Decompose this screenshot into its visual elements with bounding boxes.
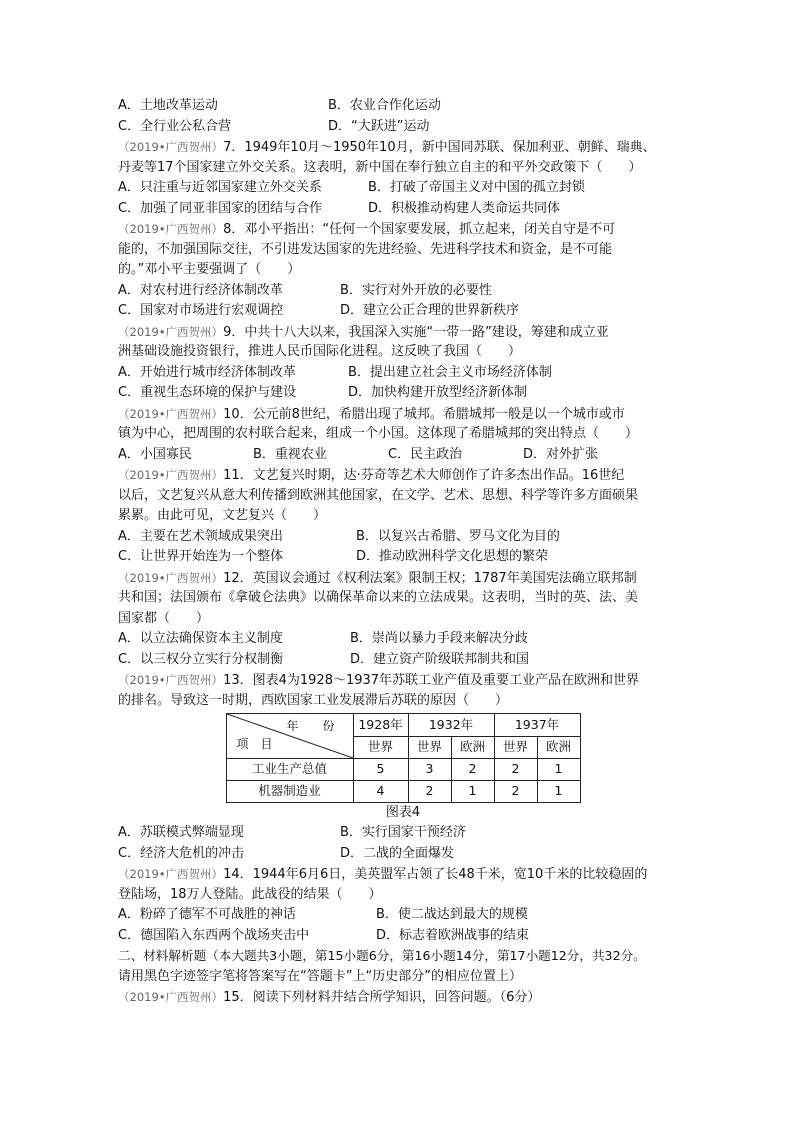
q12-text1: 12．英国议会通过《权利法案》限制王权；1787年美国宪法确立联邦制: [223, 570, 637, 586]
q14-option-b: B．使二战达到最大的规模: [376, 907, 528, 922]
q8-stem-line1: [118, 219, 688, 240]
q7-options-row2: [118, 199, 688, 220]
q14-source: （2019•广西贺州）: [118, 867, 224, 881]
q9-option-d: D．加快构建开放型经济新体制: [348, 385, 528, 400]
q10-stem-line2: 镇为中心，把周围的农村联合起来，组成一个小国。这体现了希腊城邦的突出特点（ ）: [118, 426, 639, 441]
year-header-1937: 1937年: [494, 714, 580, 737]
q10-stem-line1: [118, 404, 688, 425]
section2-heading-line2: 请用黑色字迹签字笔将答案写在“答题卡”上“历史部分”的相应位置上）: [118, 968, 522, 984]
table-header-row-1: [226, 714, 580, 737]
q6-option-c: C．全行业公私合营: [118, 118, 232, 134]
q13-options-row2: [118, 844, 688, 865]
q8-option-a: A．对农村进行经济体制改革: [118, 282, 283, 298]
q14-options-row1: [118, 905, 688, 926]
q8-option-c: C．国家对市场进行宏观调控: [118, 303, 284, 318]
q8-option-b: B．实行对外开放的必要性: [340, 282, 492, 298]
q7-option-c: C．加强了同亚非国家的团结与合作: [118, 200, 323, 216]
q7-option-b: B．打破了帝国主义对中国的孤立封锁: [368, 180, 585, 195]
q7-stem-line2: 丹麦等17个国家建立外交关系。这表明，新中国在奉行独立自主的和平外交政策下（ ）: [118, 159, 642, 175]
q12-stem-line3: 国家都（ ）: [118, 610, 210, 626]
subheader-cell: 欧洲: [451, 736, 494, 759]
q7-text1: 7．1949年10月～1950年10月，新中国同苏联、保加利亚、朝鲜、瑞典、: [223, 140, 656, 155]
q10-options-row: [118, 445, 688, 466]
q11-option-a: A．主要在艺术领域成果突出: [118, 528, 283, 544]
q13-stem-line1: [118, 670, 688, 691]
q12-stem-line2: 共和国；法国颁布《拿破仑法典》以确保革命以来的立法成果。这表明，当时的英、法、美: [118, 590, 639, 605]
q12-options-row2: [118, 650, 688, 671]
q13-option-a: A．苏联模式弊端显现: [118, 825, 244, 840]
q15-text1: 15．阅读下列材料并结合所学知识，回答问题。（6分）: [223, 990, 541, 1005]
corner-year-label: 年 份: [286, 719, 335, 733]
q14-option-d: D．标志着欧洲战事的结束: [376, 927, 530, 943]
subheader-cell: 世界: [408, 736, 451, 759]
q14-option-a: A．粉碎了德军不可战胜的神话: [118, 907, 296, 922]
q9-option-a: A．开始进行城市经济体制改革: [118, 364, 296, 380]
q11-options-row1: [118, 527, 688, 548]
q11-stem-line1: [118, 465, 688, 486]
q7-source: （2019•广西贺州）: [118, 140, 224, 154]
q11-options-row2: [118, 547, 688, 568]
table-cell: 2: [494, 759, 537, 781]
q6-options-row1: [118, 96, 688, 117]
q6-option-a: A．土地改革运动: [118, 98, 218, 113]
q11-option-c: C．让世界开始连为一个整体: [118, 549, 284, 564]
q7-options-row1: [118, 178, 688, 199]
q14-stem-line1: [118, 864, 688, 885]
q9-options-row2: [118, 383, 688, 404]
q13-source: （2019•广西贺州）: [118, 673, 224, 687]
table-cell: 2: [451, 759, 494, 781]
table-cell: 1: [537, 781, 580, 803]
q6-options-row2: [118, 117, 688, 138]
table-cell: 1: [451, 781, 494, 803]
q10-source: （2019•广西贺州）: [118, 406, 224, 421]
q11-stem-line3: 累累。由此可见，文艺复兴（ ）: [118, 508, 327, 523]
table-caption: 图表4: [385, 805, 421, 820]
q9-stem-line2: 洲基础设施投资银行，推进人民币国际化进程。这反映了我国（ ）: [118, 344, 522, 359]
subheader-cell: 世界: [353, 736, 408, 759]
q14-text1: 14．1944年6月6日，美英盟军占领了长48千米，宽10千米的比较稳固的: [223, 867, 648, 882]
table-cell: 3: [408, 759, 451, 781]
table-cell: 2: [408, 781, 451, 803]
exam-page: [118, 96, 688, 1008]
subheader-cell: 世界: [494, 736, 537, 759]
q13-options-row1: [118, 823, 688, 844]
q10-option-d: D．对外扩张: [523, 446, 599, 462]
q9-text1: 9．中共十八大以来，我国深入实施“一带一路”建设，筹建和成立亚: [223, 324, 609, 340]
subheader-cell: 欧洲: [537, 736, 580, 759]
q10-option-c: C．民主政治: [388, 446, 463, 462]
table-cell: 5: [353, 759, 408, 781]
q15-source: （2019•广西贺州）: [118, 990, 224, 1004]
year-header-1932: 1932年: [408, 714, 494, 737]
q13-table-wrapper: [118, 711, 688, 803]
q14-option-c: C．德国陷入东西两个战场夹击中: [118, 927, 310, 943]
q12-option-b: B．崇尚以暴力手段来解决分歧: [350, 631, 528, 646]
q7-option-d: D．积极推动构建人类命运共同体: [368, 200, 561, 216]
table-cell: 4: [353, 781, 408, 803]
table-row: [226, 781, 580, 803]
q10-option-a: A．小国寡民: [118, 446, 192, 462]
q14-options-row2: [118, 926, 688, 947]
row-label: 机器制造业: [226, 781, 353, 803]
q9-source: （2019•广西贺州）: [118, 324, 224, 339]
q8-text1: 8．邓小平指出：“任何一个国家要发展，抓立起来，闭关自守是不可: [223, 222, 616, 237]
q9-option-c: C．重视生态环境的保护与建设: [118, 385, 297, 400]
corner-item-label: 项 目: [236, 736, 273, 751]
year-header-1928: 1928年: [353, 714, 408, 737]
q11-stem-line2: 以后，文艺复兴从意大利传播到欧洲其他国家，在文学、艺术、思想、科学等许多方面硕果: [118, 487, 639, 503]
q13-text1: 13．图表4为1928～1937年苏联工业产值及重要工业产品在欧洲和世界: [223, 673, 640, 688]
q12-source: （2019•广西贺州）: [118, 570, 224, 585]
q11-option-d: D．推动欧洲科学文化思想的繁荣: [356, 549, 549, 564]
table-row: [226, 759, 580, 781]
q8-option-d: D．建立公正合理的世界新秩序: [340, 303, 520, 318]
q12-option-a: A．以立法确保资本主义制度: [118, 631, 283, 646]
q13-stem-line2: 的排名。导致这一时期，西欧国家工业发展滞后苏联的原因（ ）: [118, 692, 509, 708]
table-corner-cell: [226, 714, 353, 759]
q8-options-row1: [118, 281, 688, 302]
q7-option-a: A．只注重与近邻国家建立外交关系: [118, 180, 322, 195]
q12-option-d: D．建立资产阶级联邦制共和国: [350, 651, 530, 667]
q9-stem-line1: [118, 322, 688, 343]
q13-option-c: C．经济大危机的冲击: [118, 845, 245, 861]
section2-heading-line1: 二、材料解析题（本大题共3小题，第15小题6分，第16小题14分，第17小题12分，共32分。: [118, 948, 646, 963]
q8-options-row2: [118, 301, 688, 322]
q13-data-table: [226, 713, 581, 803]
row-label: 工业生产总值: [226, 759, 353, 781]
q10-text1: 10．公元前8世纪，希腊出现了城邦。希腊城邦一般是以一个城市或市: [223, 406, 625, 422]
q10-option-b: B．重视农业: [253, 446, 327, 462]
q11-source: （2019•广西贺州）: [118, 468, 224, 482]
q13-option-b: B．实行国家干预经济: [340, 825, 466, 840]
q11-text1: 11．文艺复兴时期，达·芬奇等艺术大师创作了许多杰出作品。16世纪: [223, 468, 625, 483]
q6-option-d: D．“大跃进”运动: [328, 118, 430, 134]
q8-stem-line2: 能的，不加强国际交往，不引进发达国家的先进经验、先进科学技术和资金，是不可能: [118, 241, 613, 257]
table-cell: 1: [537, 759, 580, 781]
q7-stem-line1: [118, 137, 688, 158]
q9-option-b: B．提出建立社会主义市场经济体制: [348, 364, 552, 380]
q6-option-b: B．农业合作化运动: [328, 98, 441, 113]
q8-source: （2019•广西贺州）: [118, 222, 224, 236]
q8-stem-line3: 的。”邓小平主要强调了（ ）: [118, 262, 301, 277]
q14-stem-line2: 登陆场，18万人登陆。此战役的结果（ ）: [118, 886, 382, 902]
table-cell: 2: [494, 781, 537, 803]
q9-options-row1: [118, 363, 688, 384]
q12-stem-line1: [118, 568, 688, 589]
q13-option-d: D．二战的全面爆发: [340, 845, 455, 861]
q15-stem-line1: [118, 987, 688, 1008]
q12-options-row1: [118, 629, 688, 650]
q11-option-b: B．以复兴古希腊、罗马文化为目的: [356, 528, 560, 544]
q12-option-c: C．以三权分立实行分权制衡: [118, 651, 284, 667]
